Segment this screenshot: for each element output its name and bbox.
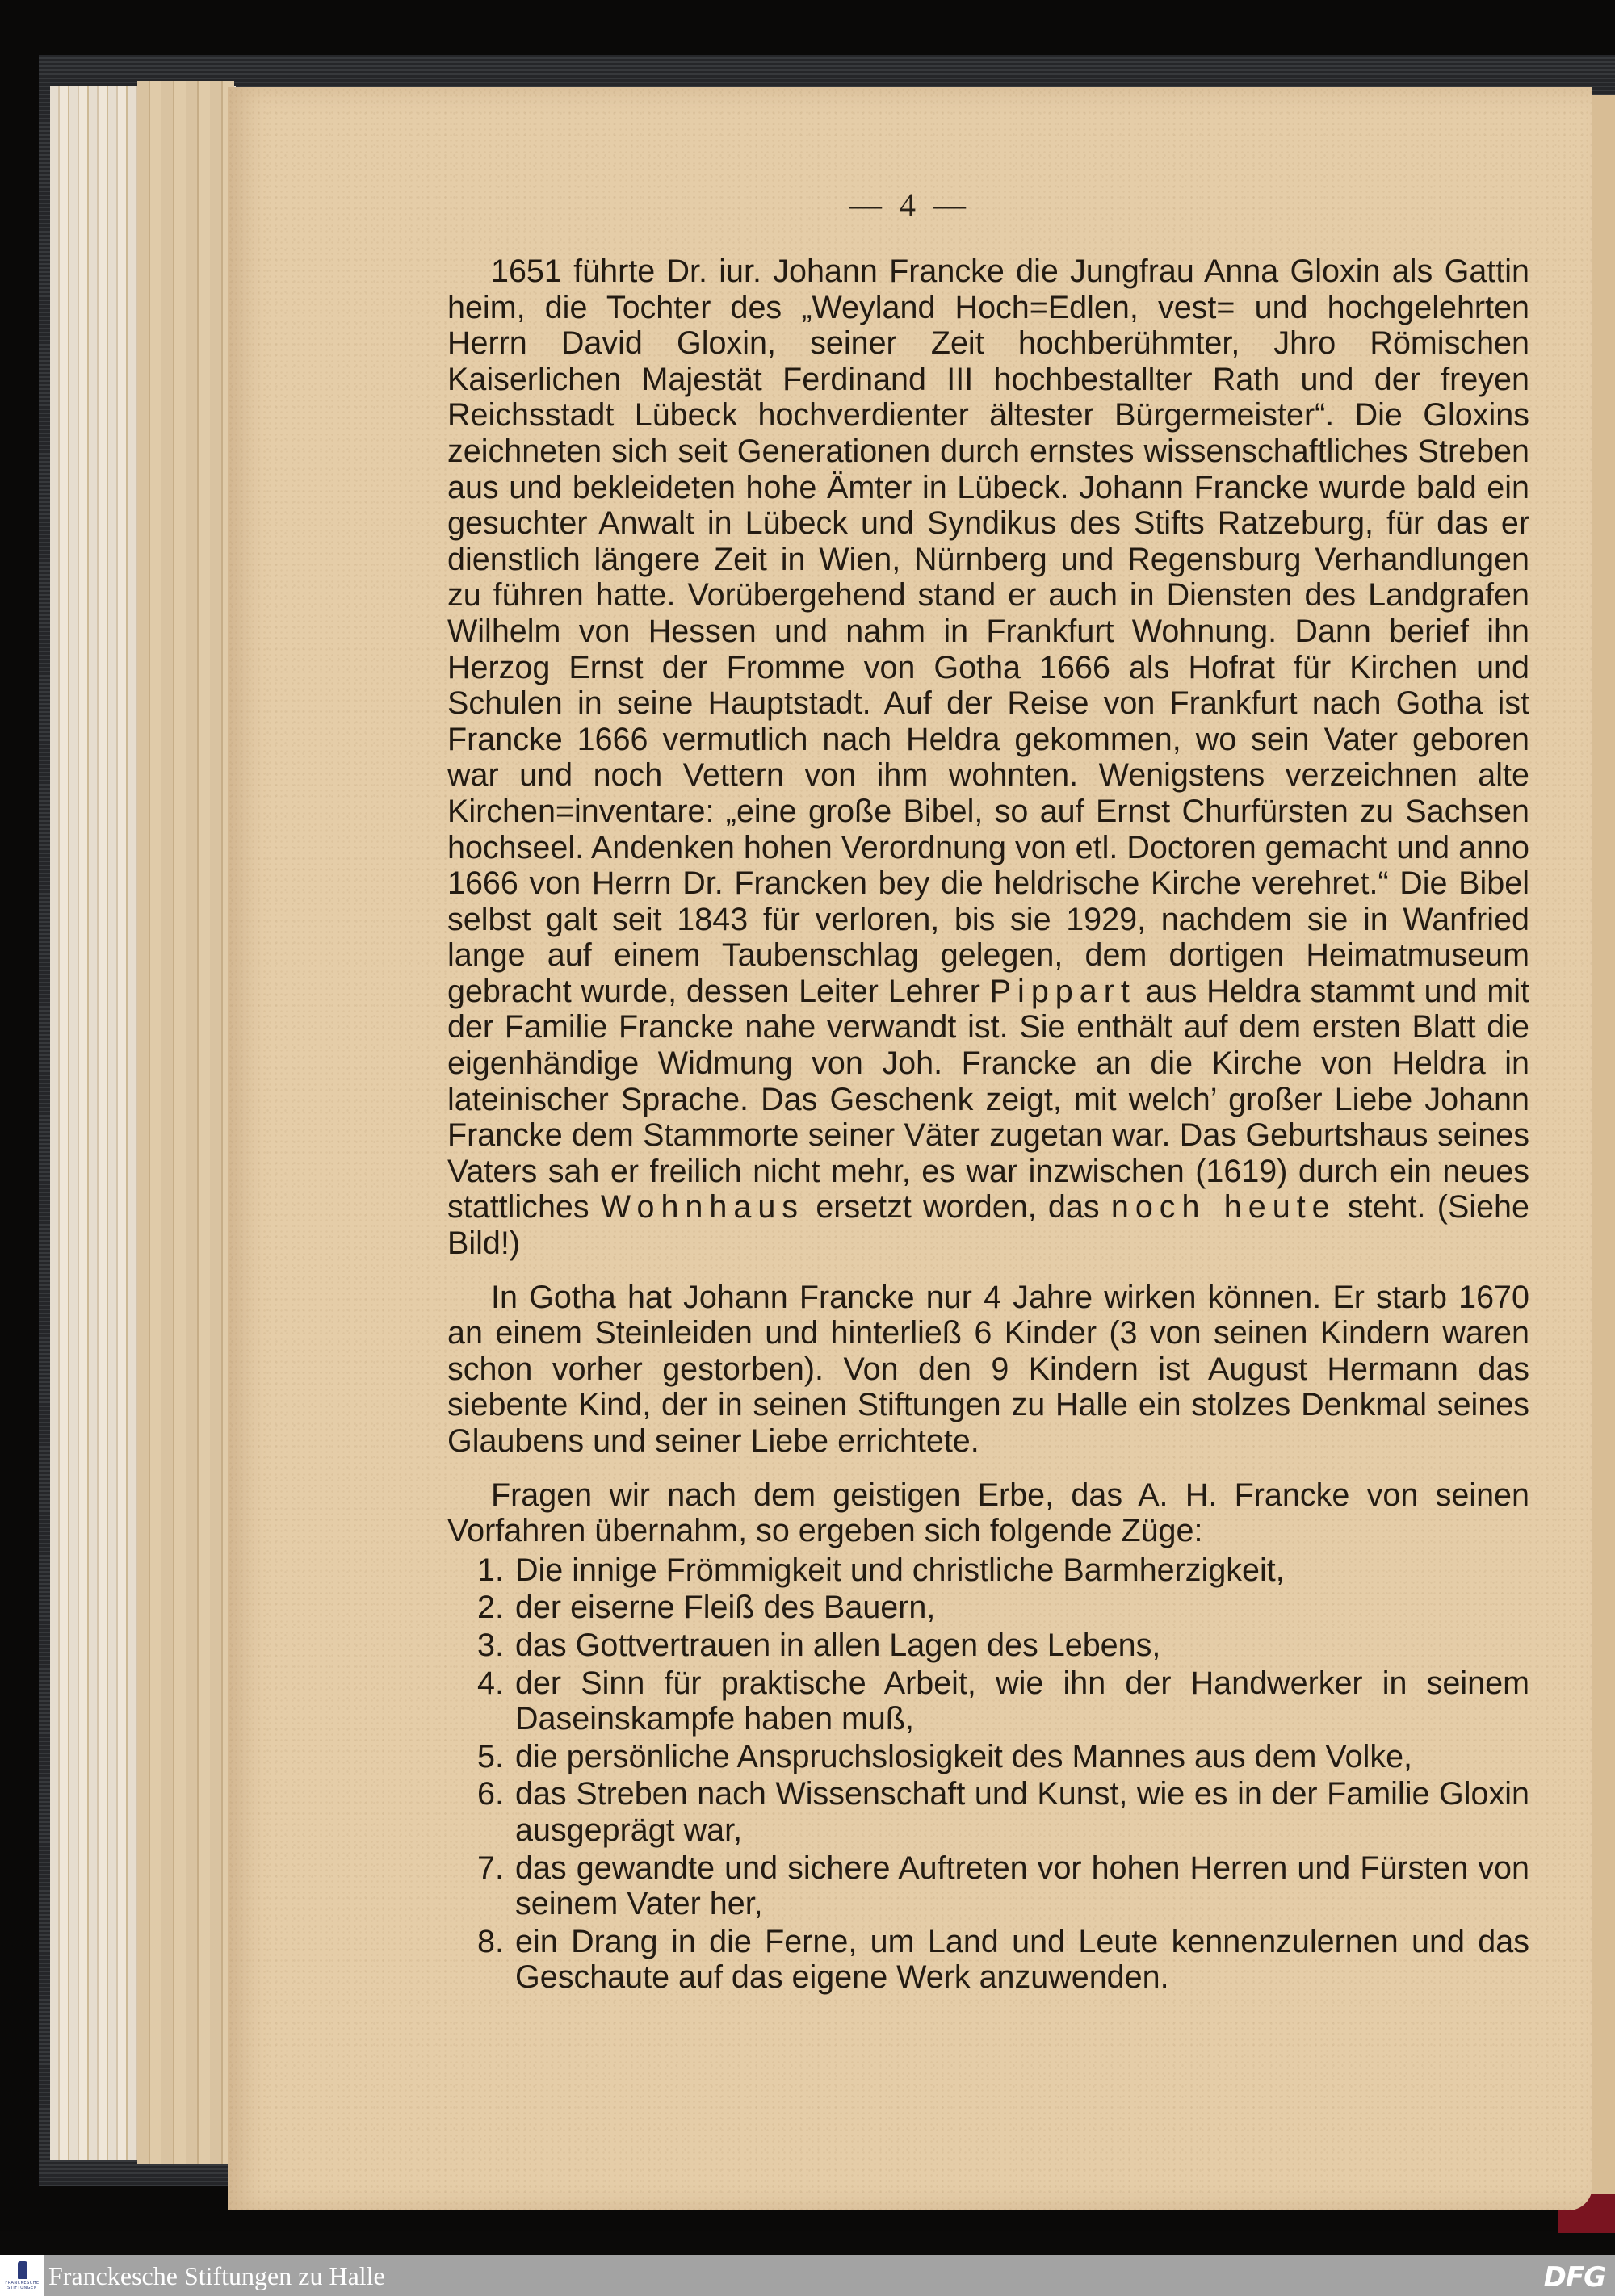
footer-bar (0, 2255, 1615, 2296)
list-text: der Sinn für praktische Arbeit, wie ihn der Handwerker in seinem Daseinskampfe haben muß, (515, 1665, 1529, 1737)
list-text: die persönliche Anspruchslosigkeit des Mannes aus dem Volke, (515, 1738, 1413, 1774)
spaced-name-pippart: Pippart (989, 973, 1136, 1009)
list-number: 6. (477, 1776, 504, 1812)
list-item (447, 1739, 1529, 1775)
paragraph-1-part-b: aus Heldra stammt und mit der Familie Francke nahe verwandt ist. Sie enthält auf dem ersten Blatt die eigenhändige Widmung von Joh. Francke an die Kirche von Heldra in lateinischer Sprache. Das Geschenk zeigt, mit welch’ großer Liebe Johann Francke dem Stammorte seiner Väter zugetan war. Das Geburtshaus seines Vaters sah er freilich nicht mehr, es war inzwischen (1619) durch ein neues stattliches (447, 973, 1529, 1226)
list-text: das Gottvertrauen in allen Lagen des Lebens, (515, 1627, 1161, 1663)
page-right-edge (1589, 95, 1615, 2194)
spaced-word-wohnhaus: Wohnhaus (600, 1189, 805, 1226)
list-item (447, 1552, 1529, 1589)
list-number: 1. (477, 1552, 504, 1588)
page-body (447, 253, 1529, 1997)
spaced-words-noch-heute: noch heute (1110, 1189, 1336, 1226)
list-item (447, 1665, 1529, 1737)
list-number: 4. (477, 1665, 504, 1701)
list-item (447, 1590, 1529, 1626)
logo-figure-icon (18, 2261, 27, 2279)
logo-caption-line-1: FRANCKESCHE (5, 2280, 40, 2286)
institution-name: Franckesche Stiftungen zu Halle (48, 2261, 385, 2290)
paragraph-1-part-c: ersetzt worden, das (804, 1189, 1111, 1226)
paragraph-1-part-d: steht. (Siehe Bild!) (447, 1189, 1529, 1262)
book-page (228, 87, 1592, 2210)
page-stack-inner (137, 81, 234, 2164)
franckesche-stiftungen-logo[interactable] (0, 2255, 44, 2296)
paragraph-1-part-a: 1651 führte Dr. iur. Johann Francke die Jungfrau Anna Gloxin als Gattin heim, die Tochter des „Weyland Hoch=Edlen, vest= und hochgelehrten Herrn David Gloxin, seiner Zeit hochberühmter, Jhro Römischen Kaiserlichen Majestät Ferdinand III hochbestallter Rath und der freyen Reichsstadt Lübeck hochverdienter ältester Bürgermeister“. Die Gloxins zeichneten sich seit Generationen durch ernstes wissenschaftliches Streben aus und bekleideten hohe Ämter in Lübeck. Johann Francke wurde bald ein gesuchter Anwalt in Lübeck und Syndikus des Stifts Ratzeburg, für das er dienstlich längere Zeit in Wien, Nürnberg und Regensburg Verhandlungen zu führen hatte. Vorübergehend stand er auch in Diensten des Landgrafen Wilhelm von Hessen und nahm in Frankfurt Wohnung. Dann berief ihn Herzog Ernst der Fromme von Gotha 1666 als Hofrat für Kirchen und Schulen in seine Hauptstadt. Auf der Reise von Frankfurt nach Gotha ist Francke 1666 vermutlich nach Heldra gekommen, wo sein Vater geboren war und noch Vettern von ihm wohnten. Wenigstens verzeichnen alte Kirchen=inventare: „eine große Bibel, so auf Ernst Churfürsten zu Sachsen hochseel. Andenken hohen Verordnung von etl. Doctoren gemacht und anno 1666 von Herrn Dr. Francken bey die heldrische Kirche verehret.“ Die Bibel selbst galt seit 1843 für verloren, bis sie 1929, nachdem sie in Wanfried lange auf einem Taubenschlag gelegen, dem dortigen Heimatmuseum gebracht wurde, dessen Leiter Lehrer (447, 253, 1529, 1009)
list-number: 2. (477, 1590, 504, 1626)
list-text: Die innige Frömmigkeit und christliche Barmherzigkeit, (515, 1552, 1285, 1588)
list-text: das gewandte und sichere Auftreten vor hohen Herren und Fürsten von seinem Vater her, (515, 1850, 1529, 1922)
paragraph-1 (447, 253, 1529, 1262)
logo-caption (5, 2281, 39, 2290)
list-item (447, 1776, 1529, 1848)
list-number: 7. (477, 1850, 504, 1886)
list-item (447, 1924, 1529, 1996)
logo-caption-line-2: STIFTUNGEN (7, 2285, 37, 2290)
list-number: 8. (477, 1923, 504, 1959)
paragraph-2: In Gotha hat Johann Francke nur 4 Jahre wirken können. Er starb 1670 an einem Steinleiden und hinterließ 6 Kinder (3 von seinen Kindern waren schon vorher gestorben). Von den 9 Kindern ist August Hermann das siebente Kind, der in seinen Stiftungen zu Halle ein stolzes Denkmal seines Glaubens und seiner Liebe errichtete. (447, 1279, 1529, 1459)
list-text: das Streben nach Wissenschaft und Kunst, wie es in der Familie Gloxin ausgeprägt war, (515, 1776, 1529, 1848)
list-item (447, 1628, 1529, 1664)
list-text: der eiserne Fleiß des Bauern, (515, 1590, 936, 1626)
dfg-logo[interactable]: DFG (1543, 2261, 1605, 2294)
traits-list (447, 1552, 1529, 1996)
list-number: 3. (477, 1627, 504, 1663)
paragraph-3: Fragen wir nach dem geistigen Erbe, das A. H. Francke von seinen Vorfahren übernahm, so ergeben sich folgende Züge: (447, 1477, 1529, 1549)
list-text: ein Drang in die Ferne, um Land und Leute kennenzulernen und das Geschaute auf das eigene Werk anzuwenden. (515, 1923, 1529, 1996)
page-number: — 4 — (849, 186, 971, 223)
list-number: 5. (477, 1738, 504, 1774)
list-item (447, 1850, 1529, 1922)
